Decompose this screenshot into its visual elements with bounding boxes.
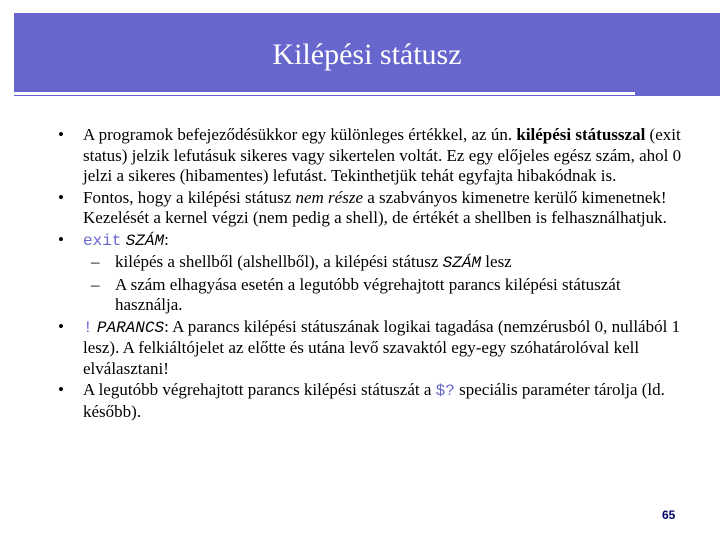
sub-item-default	[58, 275, 692, 316]
bullet-list	[58, 125, 692, 423]
command-code: exit	[83, 231, 122, 250]
sub-item-text: lesz	[481, 252, 512, 271]
bullet-item-negation	[58, 317, 692, 380]
bullet-text: A legutóbb végrehajtott parancs kilépési státuszát a	[83, 380, 436, 399]
bold-term: kilépési státusszal	[516, 125, 646, 144]
bullet-marker: •	[58, 316, 64, 336]
bullet-text: :	[164, 229, 169, 249]
dash-marker: –	[91, 274, 100, 294]
command-argument: SZÁM	[125, 231, 165, 250]
bullet-item-exit-status	[58, 125, 692, 187]
command-code: !	[83, 318, 93, 337]
italic-term: nem része	[295, 187, 363, 207]
sub-item-text: kilépés a shellből (alshellből), a kilépési státusz	[115, 252, 443, 271]
sub-item-exit-shell	[58, 252, 692, 274]
command-code: $?	[435, 382, 455, 400]
bullet-text: (exit status) jelzik lefutásuk sikeres vagy sikertelen voltát. Ez egy előjeles egész szám, ahol 0 jelzi a sikeres (hibamentes) lefutást. Tekinthetjük tehát egyfajta hibakódnak is.	[83, 125, 682, 185]
bullet-text: A programok befejeződésükkor egy különleges értékkel, az ún.	[83, 125, 517, 144]
bullet-text: : A parancs kilépési státuszának logikai tagadása (nemzérusból 0, nullából 1 lesz). A felkiáltójelet az előtte és utána levő szavaktól egy-egy szóhatárolóval kell elválasztani!	[83, 316, 681, 378]
bullet-marker: •	[58, 187, 64, 207]
bullet-item-special-parameter	[58, 380, 692, 422]
dash-marker: –	[91, 252, 100, 271]
bullet-marker: •	[58, 229, 64, 249]
title-underline-thin	[14, 97, 640, 98]
bullet-item-exit-command	[58, 230, 692, 252]
slide-title: Kilépési státusz	[272, 37, 462, 71]
bullet-marker: •	[58, 380, 64, 399]
bullet-text: speciális paraméter tárolja (ld. később).	[83, 380, 665, 421]
bullet-text: Fontos, hogy a kilépési státusz	[83, 187, 296, 207]
command-argument: PARANCS	[96, 318, 165, 337]
page-number: 65	[662, 508, 676, 522]
bullet-marker: •	[58, 125, 64, 144]
command-argument: SZÁM	[442, 254, 482, 272]
bullet-item-kernel	[58, 188, 692, 229]
bullet-text: a szabványos kimenetre kerülő kimenetnek! Kezelését a kernel végzi (nem pedig a shell), de értékét a shellben is felhasználhatjuk.	[83, 187, 667, 227]
title-underline	[14, 92, 635, 95]
sub-item-text: A szám elhagyása esetén a legutóbb végrehajtott parancs kilépési státuszát használja.	[115, 274, 621, 314]
